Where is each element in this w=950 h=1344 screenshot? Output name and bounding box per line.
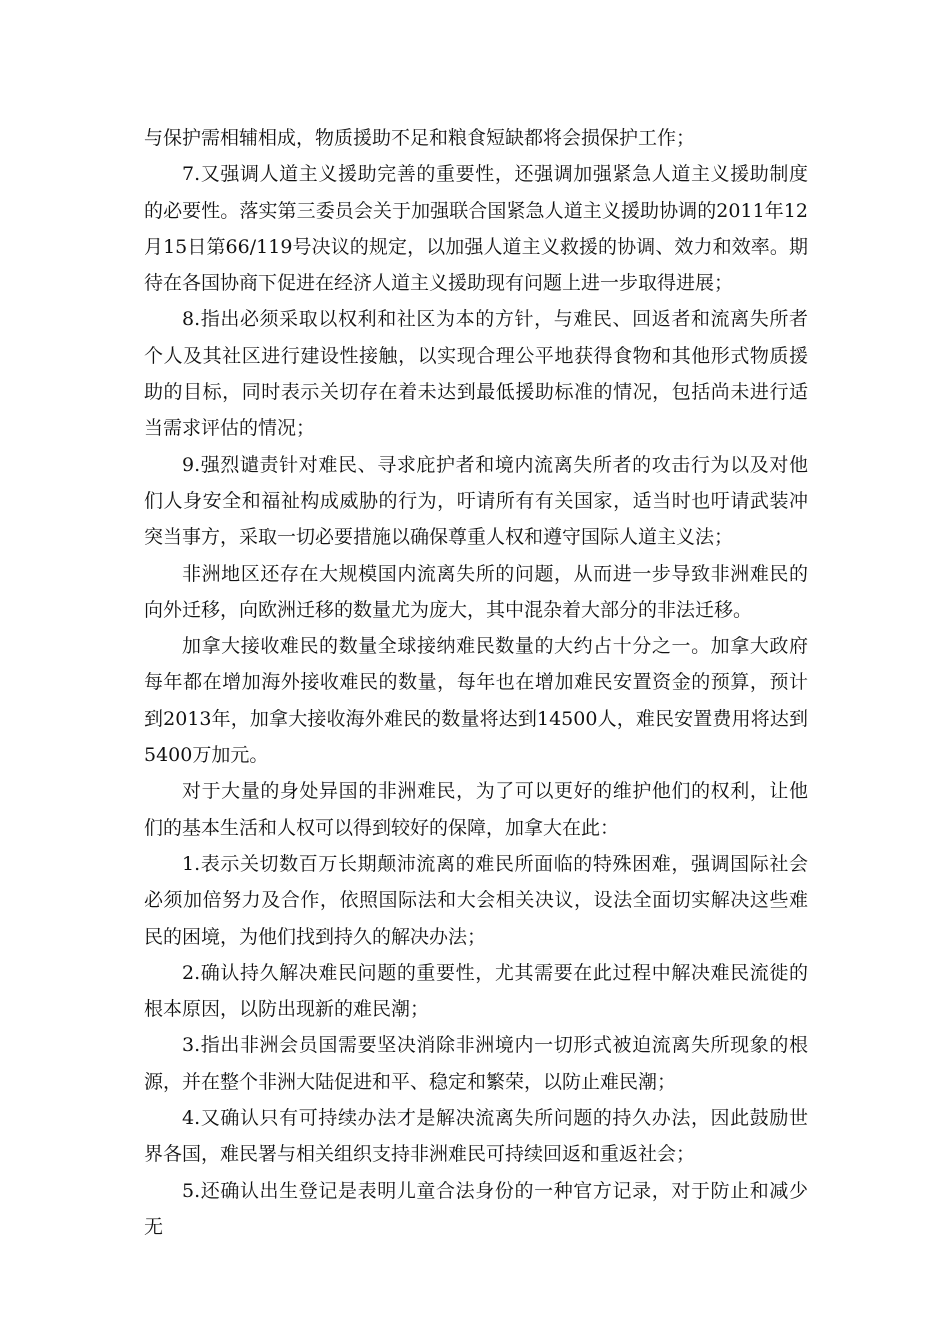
paragraph-canada-intake: 加拿大接收难民的数量全球接纳难民数量的大约占十分之一。加拿大政府每年都在增加海外接收难民的数量，每年也在增加难民安置资金的预算，预计到2013年，加拿大接收海外难民的数量将达到14500人，难民安置费用将达到5400万加元。 (144, 635, 808, 767)
paragraph-item-9: 9.强烈谴责针对难民、寻求庇护者和境内流离失所者的攻击行为以及对他们人身安全和福祉构成威胁的行为，吁请所有有关国家，适当时也吁请武装冲突当事方，采取一切必要措施以确保尊重人权和遵守国际人道主义法； (144, 453, 808, 549)
document-body (144, 120, 808, 1245)
paragraph-canada-item-4: 4.又确认只有可持续办法才是解决流离失所问题的持久办法，因此鼓励世界各国，难民署与相关组织支持非洲难民可持续回返和重返社会； (144, 1107, 808, 1166)
paragraph-canada-intro: 对于大量的身处异国的非洲难民，为了可以更好的维护他们的权利，让他们的基本生活和人权可以得到较好的保障，加拿大在此： (144, 780, 808, 839)
paragraph-canada-item-5: 5.还确认出生登记是表明儿童合法身份的一种官方记录，对于防止和减少无 (144, 1179, 808, 1238)
paragraph-canada-item-2: 2.确认持久解决难民问题的重要性，尤其需要在此过程中解决难民流徙的根本原因，以防出现新的难民潮； (144, 961, 808, 1021)
paragraph-canada-item-3: 3.指出非洲会员国需要坚决消除非洲境内一切形式被迫流离失所现象的根源，并在整个非洲大陆促进和平、稳定和繁荣，以防止难民潮； (144, 1034, 808, 1093)
paragraph-africa-displacement: 非洲地区还存在大规模国内流离失所的问题，从而进一步导致非洲难民的向外迁移，向欧洲迁移的数量尤为庞大，其中混杂着大部分的非法迁移。 (144, 562, 808, 621)
paragraph-canada-item-1: 1.表示关切数百万长期颠沛流离的难民所面临的特殊困难，强调国际社会必须加倍努力及合作，依照国际法和大会相关决议，设法全面切实解决这些难民的困境，为他们找到持久的解决办法； (144, 852, 808, 948)
paragraph-item-7: 7.又强调人道主义援助完善的重要性，还强调加强紧急人道主义援助制度的必要性。落实第三委员会关于加强联合国紧急人道主义援助协调的2011年12月15日第66/119号决议的规定，以加强人道主义救援的协调、效力和效率。期待在各国协商下促进在经济人道主义援助现有问题上进一步取得进展； (144, 163, 808, 295)
paragraph-continuation: 与保护需相辅相成，物质援助不足和粮食短缺都将会损保护工作； (144, 127, 696, 149)
paragraph-item-8: 8.指出必须采取以权利和社区为本的方针，与难民、回返者和流离失所者个人及其社区进行建设性接触，以实现合理公平地获得食物和其他形式物质援助的目标，同时表示关切存在着未达到最低援助标准的情况，包括尚未进行适当需求评估的情况； (144, 308, 808, 440)
